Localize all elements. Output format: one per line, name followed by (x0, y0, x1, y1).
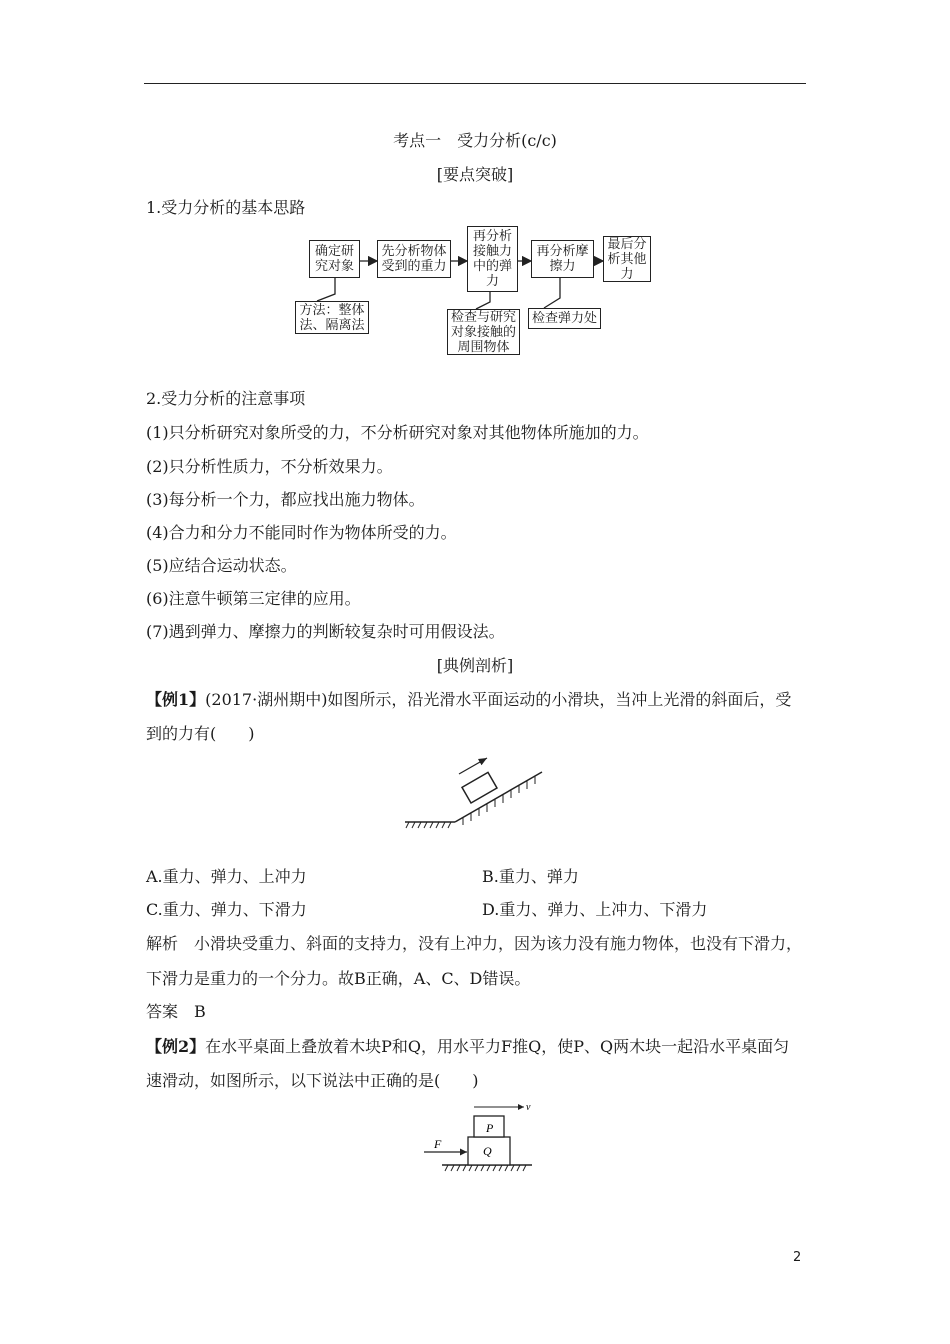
note-6: (6)注意牛顿第三定律的应用。 (146, 589, 361, 608)
example1-option-a: A.重力、弹力、上冲力 (146, 867, 307, 886)
note-1: (1)只分析研究对象所受的力，不分析研究对象对其他物体所施加的力。 (146, 423, 649, 442)
label-f: F (434, 1137, 442, 1151)
examples-tag: [典例剖析] (436, 656, 514, 675)
item1-heading: 1.受力分析的基本思路 (146, 198, 306, 217)
example1-option-d: D.重力、弹力、上冲力、下滑力 (482, 900, 708, 919)
flow-box-3: 再分析接触力中的弹力 (467, 226, 518, 292)
flow-box-1: 确定研究对象 (309, 240, 360, 278)
stacked-blocks-figure (420, 1098, 540, 1178)
example1-stem-line1: 【例1】(2017·湖州期中)如图所示，沿光滑水平面运动的小滑块，当冲上光滑的斜面后，受 (146, 690, 792, 709)
flow-note-3: 检查弹力处 (528, 308, 601, 329)
note-4: (4)合力和分力不能同时作为物体所受的力。 (146, 523, 457, 542)
note-7: (7)遇到弹力、摩擦力的判断较复杂时可用假设法。 (146, 622, 505, 641)
example1-option-b: B.重力、弹力 (482, 867, 579, 886)
note-3: (3)每分析一个力，都应找出施力物体。 (146, 490, 425, 509)
flow-note-1: 方法：整体法、隔离法 (295, 301, 369, 334)
example1-analysis-line2: 下滑力是重力的一个分力。故B正确，A、C、D错误。 (146, 969, 531, 988)
label-q: Q (483, 1144, 492, 1158)
flow-box-4: 再分析摩擦力 (531, 240, 594, 278)
flow-box-5: 最后分析其他力 (603, 236, 651, 282)
flow-note-2: 检查与研究对象接触的周围物体 (447, 309, 520, 355)
page-number: 2 (793, 1250, 802, 1265)
example1-stem-line2: 到的力有( ) (146, 724, 255, 743)
example1-answer: 答案 B (146, 1002, 206, 1021)
motion-arrow (459, 758, 487, 774)
item2-heading: 2.受力分析的注意事项 (146, 389, 306, 408)
example1-option-c: C.重力、弹力、下滑力 (146, 900, 307, 919)
example2-stem-line1: 【例2】在水平桌面上叠放着木块P和Q，用水平力F推Q，使P、Q两木块一起沿水平桌面匀 (146, 1037, 790, 1056)
note-5: (5)应结合运动状态。 (146, 556, 297, 575)
example2-label: 【例2】 (146, 1037, 206, 1056)
slider-block (462, 772, 497, 803)
label-v: v (526, 1102, 531, 1113)
label-p: P (486, 1121, 494, 1135)
incline-figure (405, 760, 555, 830)
flow-box-2: 先分析物体受到的重力 (377, 240, 451, 278)
note1-connector (317, 278, 335, 301)
note3-connector (544, 278, 560, 308)
example1-label: 【例1】 (146, 690, 206, 709)
example1-analysis-line1: 解析 小滑块受重力、斜面的支持力，没有上冲力，因为该力没有施力物体，也没有下滑力， (146, 934, 803, 953)
note2-connector (476, 292, 490, 309)
note-2: (2)只分析性质力，不分析效果力。 (146, 457, 393, 476)
example2-stem-line2: 速滑动，如图所示，以下说法中正确的是( ) (146, 1071, 479, 1090)
key-points-tag: [要点突破] (436, 165, 514, 184)
section-title: 考点一 受力分析(c/c) (393, 131, 557, 150)
